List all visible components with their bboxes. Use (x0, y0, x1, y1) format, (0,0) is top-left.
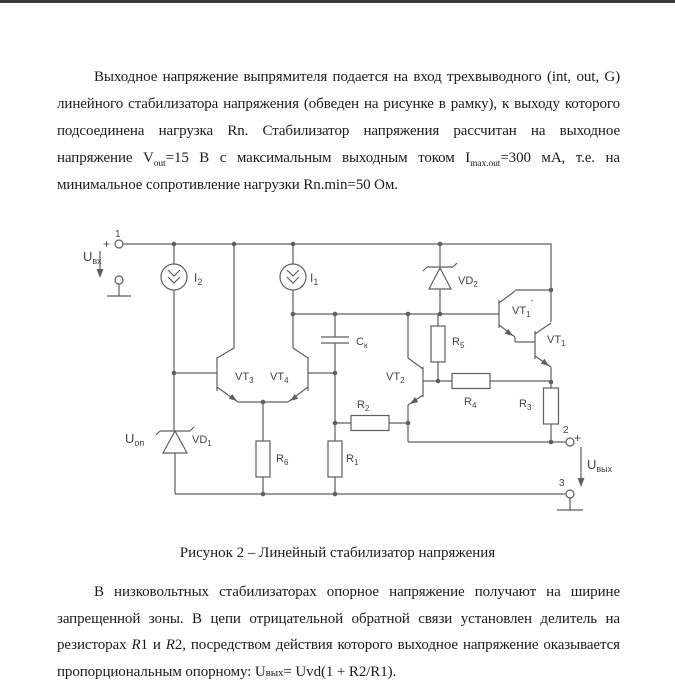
circuit-label: $U_{вых}$ (587, 457, 613, 474)
vt2-emitter-arrow (410, 397, 418, 404)
circuit-label: $R_3$ (519, 398, 532, 412)
circuit-labels (83, 229, 613, 489)
zener-vd2-icon (429, 268, 451, 289)
circuit-label: $VT_3$ (235, 371, 254, 385)
circuit-label: $VT_1´$ (512, 299, 535, 319)
paragraph-top: Выходное напряжение выпрямителя подается на вход трехвыводного (int, out, G) линейного стабилизатора напряжения (обведен на рисунке в рамку), к выходу которого подсоединена нагрузка Rn. Стабилизатор напряжения рассчитан на выходное напряжение $V_{out}=15$ В с максимальным выходным током $I_{max.out}=300$ мА, т.е. на минимальное сопротивление нагрузки Rn.min=50 Ом. (57, 69, 620, 193)
figure-caption: Рисунок 2 – Линейный стабилизатор напряжения (179, 545, 496, 561)
uout-arrow-icon (578, 478, 585, 487)
circuit-label: $C_к$ (356, 336, 368, 350)
circuit-label: $U_{вх}$ (83, 249, 102, 266)
terminal-gnd-in (115, 276, 123, 284)
current-source-i2-icon (161, 264, 187, 290)
current-source-i1-icon (280, 264, 306, 290)
resistor-r6 (256, 441, 270, 477)
circuit-label: 2 (563, 425, 569, 436)
circuit-label: $VT_2$ (386, 371, 405, 385)
resistor-r4 (452, 374, 490, 389)
circuit-figure (70, 222, 630, 532)
circuit-label: $VT_1$ (547, 334, 566, 348)
circuit-label: $VT_4$ (270, 371, 289, 385)
terminal-3 (566, 490, 574, 498)
terminal-2 (566, 438, 574, 446)
circuit-label: $R_5$ (452, 336, 465, 350)
terminal-1 (115, 240, 123, 248)
circuit-label: $R_6$ (276, 453, 289, 467)
circuit-label: $R_4$ (464, 396, 477, 410)
circuit-label: $I_1$ (310, 271, 319, 287)
circuit-label: $R_1$ (346, 453, 359, 467)
circuit-label: 3 (559, 478, 565, 489)
paragraph-bottom: В низковольтных стабилизаторах опорное напряжение получают на ширине запрещенной зоны. В цепи отрицательной обратной связи установлен делитель на резисторах R1 и R2, посредством действия которого выходное напряжение оказывается пропорциональным опорному: Uвых= Uvd(1 + R2/R1). (57, 584, 620, 680)
junction-dots (172, 242, 554, 497)
circuit-label: + (103, 237, 111, 251)
resistor-r1 (328, 441, 342, 477)
resistor-r2 (351, 416, 389, 431)
resistor-r5 (431, 326, 445, 362)
circuit-svg (70, 222, 630, 532)
vt3-emitter-arrow (229, 394, 237, 401)
resistor-r3 (544, 388, 559, 424)
uin-arrow-icon (97, 269, 104, 278)
zener-vd1-icon (163, 431, 187, 453)
circuit-label: $R_2$ (357, 399, 370, 413)
circuit-label: $U_{оп}$ (125, 431, 145, 448)
circuit-label: $VD_2$ (458, 275, 478, 289)
circuit-label: 1 (115, 229, 121, 240)
circuit-label: + (574, 431, 582, 445)
vt1-emitter-arrow (541, 359, 549, 366)
top-bar (0, 0, 675, 3)
circuit-label: $I_2$ (194, 271, 203, 287)
circuit-label: $VD_1$ (192, 434, 212, 448)
